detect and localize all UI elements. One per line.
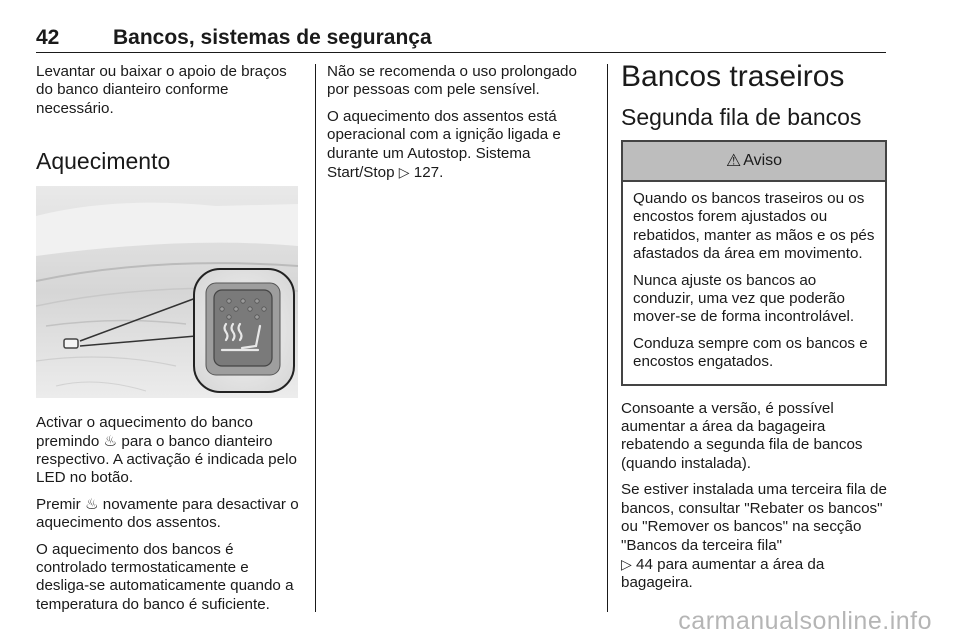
warning-text: Quando os bancos traseiros ou os encostos forem ajustados ou rebatidos, manter as mãos e os pés afastados da área em movimento. <box>633 190 875 263</box>
autostop-paragraph: O aquecimento dos assentos está operacional com a ignição ligada e durante um Autostop. Sistema Start/Stop ▷ 127. <box>327 107 561 182</box>
warning-header <box>623 142 885 182</box>
warning-body <box>623 182 885 384</box>
sensitive-skin-paragraph: Não se recomenda o uso prolongado por pessoas com pele sensível. <box>327 63 577 99</box>
third-row-paragraph: Se estiver instalada uma terceira fila de bancos, consultar "Rebater os bancos" ou "Remover os bancos" na secção "Bancos da terceira fila" ▷ 44 para aumentar a área da bagageira. <box>621 481 887 592</box>
cargo-area-paragraph: Consoante a versão, é possível aumentar a área da bagageira rebatendo a segunda fila de bancos (quando instalada). <box>621 399 863 472</box>
column-middle <box>327 63 595 190</box>
seat-heating-icon: ♨ <box>103 432 118 450</box>
warning-label: Aviso <box>743 151 783 169</box>
section-heading-heating: Aquecimento <box>36 148 171 175</box>
column-left <box>36 63 304 622</box>
warning-triangle-icon: ⚠ <box>725 150 742 170</box>
page-reference-link[interactable]: 44 <box>636 555 653 573</box>
page-header <box>36 26 886 53</box>
thermostat-paragraph: O aquecimento dos bancos é controlado termostaticamente e desliga-se automaticamente quando a temperatura do banco é suficiente. <box>36 540 294 613</box>
seat-heating-illustration <box>36 186 298 398</box>
heating-deactivate-paragraph: Premir ♨ novamente para desactivar o aquecimento dos assentos. <box>36 495 299 532</box>
heating-activate-paragraph: Activar o aquecimento do banco premindo ♨ para o banco dianteiro respectivo. A activação é indicada pelo LED no botão. <box>36 414 297 487</box>
page-number: 42 <box>36 26 60 49</box>
column-divider <box>607 64 608 612</box>
warning-text: Nunca ajuste os bancos ao conduzir, uma vez que poderão mover-se de forma incontrolável. <box>633 271 855 326</box>
page-reference-link[interactable]: 127 <box>413 164 440 182</box>
warning-text: Conduza sempre com os bancos e encostos engatados. <box>633 334 868 371</box>
subsection-title-second-row: Segunda fila de bancos <box>621 104 862 130</box>
watermark: carmanualsonline.info <box>678 607 932 635</box>
armrest-paragraph: Levantar ou baixar o apoio de braços do banco dianteiro conforme necessário. <box>36 63 287 117</box>
seat-heating-icon: ♨ <box>84 495 99 513</box>
column-right <box>621 60 889 601</box>
warning-box <box>621 140 887 386</box>
cross-reference-icon: ▷ <box>621 555 632 572</box>
column-divider <box>315 64 316 612</box>
section-title-rear-seats: Bancos traseiros <box>621 60 845 93</box>
chapter-title: Bancos, sistemas de segurança <box>113 26 432 49</box>
cross-reference-icon: ▷ <box>398 164 410 181</box>
